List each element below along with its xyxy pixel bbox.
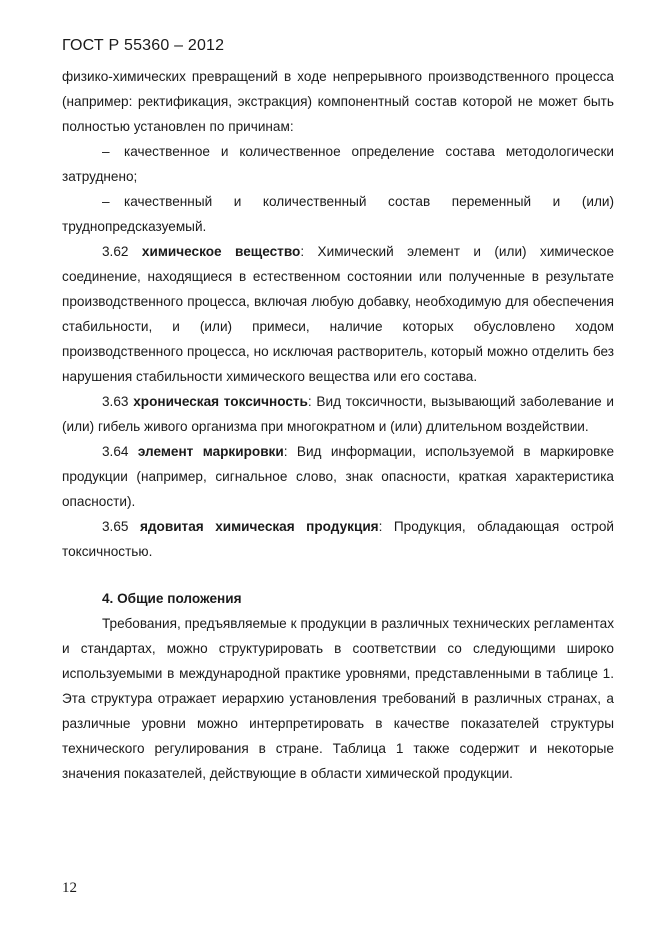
definition-term: хроническая токсичность (133, 394, 308, 409)
definition-text: : Вид токсичности, вызывающий заболевание и (или) гибель живого организма при многократном и (или) длительном воздействии. (62, 394, 615, 434)
definition-number: 3.62 (102, 244, 129, 259)
definition-3-62 (62, 239, 614, 389)
dash-marker: – (102, 144, 110, 159)
definition-term: химическое вещество (141, 244, 301, 259)
definition-number: 3.63 (102, 394, 129, 409)
document-body (62, 64, 614, 786)
list-item (62, 189, 614, 239)
list-item-text: качественный и количественный состав переменный и (или) труднопредсказуемый. (62, 194, 614, 234)
list-item-text: качественное и количественное определение состава методологически затруднено; (62, 144, 614, 184)
definition-term: элемент маркировки (137, 444, 284, 459)
page-number: 12 (62, 880, 77, 896)
definition-number: 3.64 (102, 444, 129, 459)
dash-marker: – (102, 194, 110, 209)
definition-term: ядовитая химическая продукция (139, 519, 379, 534)
list-item (62, 139, 614, 189)
definition-number: 3.65 (102, 519, 129, 534)
definition-3-63 (62, 389, 614, 439)
definition-text: : Вид информации, используемой в маркировке продукции (например, сигнальное слово, знак опасности, краткая характеристика опасности). (62, 444, 615, 509)
section-heading: 4. Общие положения (102, 591, 242, 606)
definition-3-64 (62, 439, 614, 514)
definition-text: : Продукция, обладающая острой токсичностью. (62, 519, 615, 559)
paragraph-continuation: физико-химических превращений в ходе непрерывного производственного процесса (например: ректификация, экстракция) компонентный состав которой не может быть полностью установлен по причинам: (62, 69, 614, 134)
definition-text: : Химический элемент и (или) химическое соединение, находящиеся в естественном состоянии или полученные в результате производственного процесса, включая любую добавку, необходимую для обеспечения стабильности, и (или) примеси, наличие которых обусловлено ходом производственного процесса, но исключая растворитель, который можно отделить без нарушения стабильности химического вещества или его состава. (62, 244, 615, 384)
section-paragraph: Требования, предъявляемые к продукции в различных технических регламентах и стандартах, можно структурировать в соответствии со следующими широко используемыми в международной практике уровнями, представленными в таблице 1. Эта структура отражает иерархию установления требований в различных странах, а различные уровни можно интерпретировать в качестве показателей структуры технического регулирования в стране. Таблица 1 также содержит и некоторые значения показателей, действующие в области химической продукции. (62, 616, 614, 781)
definition-3-65 (62, 514, 614, 564)
document-header: ГОСТ Р 55360 – 2012 (62, 37, 225, 54)
section-spacer (62, 564, 614, 586)
